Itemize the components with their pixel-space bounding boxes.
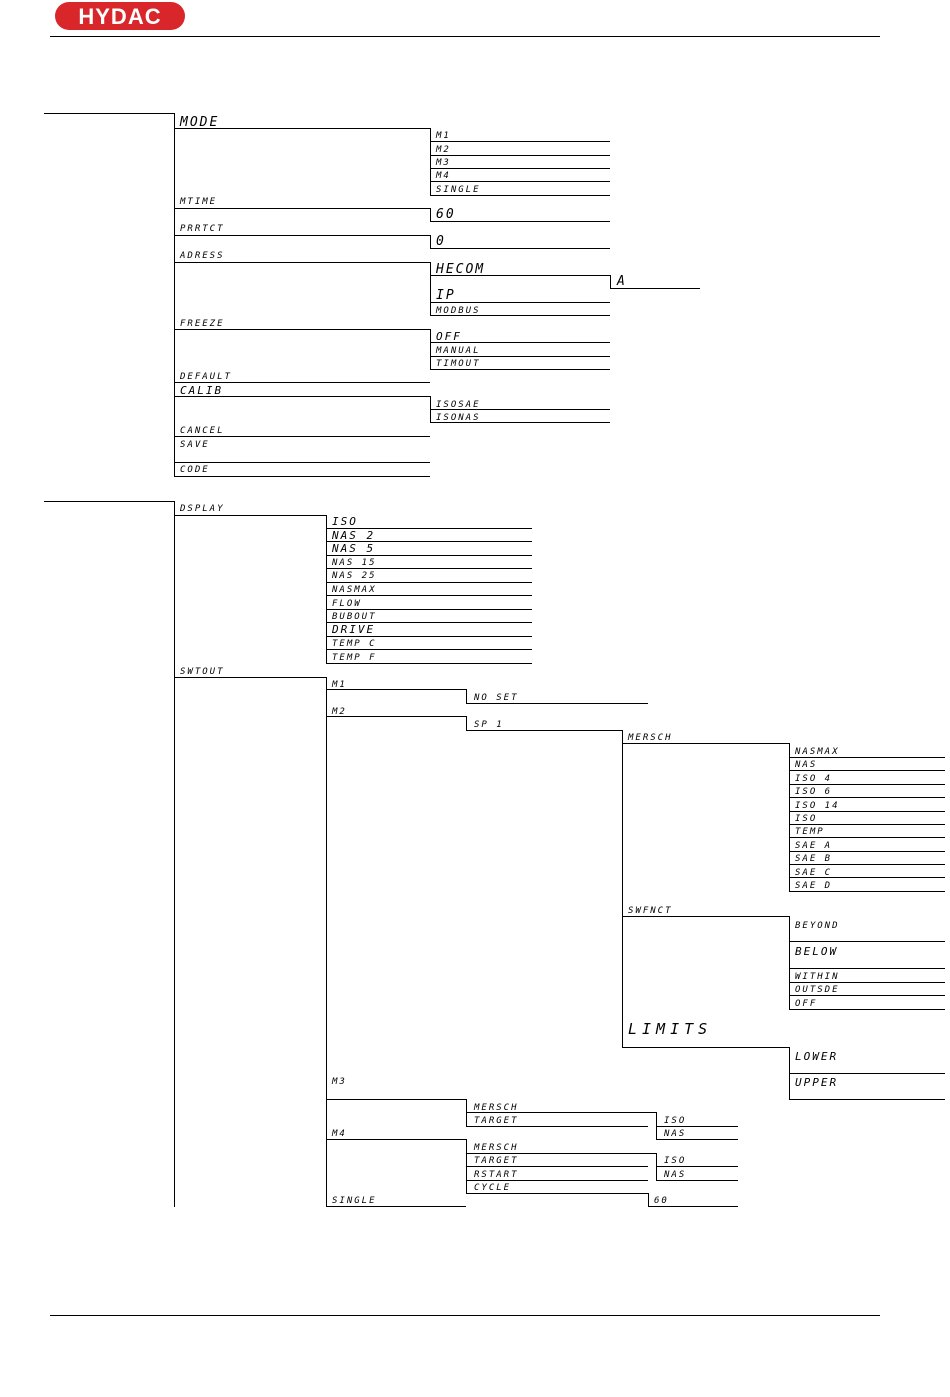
connector <box>326 568 532 569</box>
connector <box>789 982 945 983</box>
connector <box>430 356 610 357</box>
connector <box>430 329 431 369</box>
node-mersch-saeb[interactable]: SAE B <box>795 854 833 864</box>
node-cancel[interactable]: CANCEL <box>180 426 225 436</box>
node-display-nasmax[interactable]: NASMAX <box>332 585 377 595</box>
node-freeze-off[interactable]: OFF <box>436 330 462 343</box>
node-save[interactable]: SAVE <box>180 440 210 450</box>
node-calib-isosae[interactable]: ISOSAE <box>436 400 481 410</box>
node-adress[interactable]: ADRESS <box>180 251 225 261</box>
connector <box>430 168 610 169</box>
node-mersch-saec[interactable]: SAE C <box>795 868 833 878</box>
node-code[interactable]: CODE <box>180 465 210 475</box>
connector <box>789 797 945 798</box>
connector <box>174 262 430 263</box>
connector <box>430 302 610 303</box>
node-mersch-iso[interactable]: ISO <box>795 814 818 824</box>
node-mersch-saea[interactable]: SAE A <box>795 841 833 851</box>
node-swfnct-outsde[interactable]: OUTSDE <box>795 985 840 995</box>
connector <box>622 1047 789 1048</box>
node-mersch-nas[interactable]: NAS <box>795 760 818 770</box>
node-limits-upper[interactable]: UPPER <box>795 1076 839 1089</box>
connector <box>430 342 610 343</box>
header-rule <box>50 36 880 37</box>
node-display-nas2[interactable]: NAS 2 <box>332 529 376 542</box>
connector <box>44 501 174 502</box>
connector <box>789 877 945 878</box>
node-single[interactable]: SINGLE <box>332 1196 377 1206</box>
node-mode-m1[interactable]: M1 <box>436 131 451 141</box>
connector <box>326 1206 466 1207</box>
node-hecom-value[interactable]: A <box>617 274 627 289</box>
connector <box>789 851 945 852</box>
node-m4[interactable]: M4 <box>332 1129 347 1139</box>
node-ip[interactable]: IP <box>436 288 456 303</box>
node-freeze-manual[interactable]: MANUAL <box>436 346 481 356</box>
connector <box>174 329 430 330</box>
node-prtct-value[interactable]: 0 <box>436 234 446 249</box>
connector <box>174 382 430 383</box>
node-display-nas15[interactable]: NAS 15 <box>332 558 377 568</box>
node-m3-target-nas[interactable]: NAS <box>664 1129 687 1139</box>
node-m4-mersch[interactable]: MERSCH <box>474 1143 519 1153</box>
connector <box>430 181 610 182</box>
connector <box>789 743 790 891</box>
node-calib-isonas[interactable]: ISONAS <box>436 413 481 423</box>
node-display-tempc[interactable]: TEMP C <box>332 639 377 649</box>
connector <box>466 1180 648 1181</box>
connector <box>430 208 431 221</box>
connector <box>326 609 532 610</box>
node-mersch-temp[interactable]: TEMP <box>795 827 825 837</box>
node-display-flow[interactable]: FLOW <box>332 599 362 609</box>
footer-rule <box>50 1315 880 1316</box>
brand-text: HYDAC <box>78 4 162 29</box>
connector <box>326 1139 466 1140</box>
node-calib[interactable]: CALIB <box>180 384 224 397</box>
node-mode-m3[interactable]: M3 <box>436 158 451 168</box>
connector <box>430 275 610 276</box>
node-mersch-nasmax[interactable]: NASMAX <box>795 747 840 757</box>
connector <box>430 248 610 249</box>
connector <box>648 1193 649 1206</box>
node-display-tempf[interactable]: TEMP F <box>332 653 377 663</box>
connector <box>430 422 610 423</box>
connector <box>789 995 945 996</box>
connector <box>326 663 532 664</box>
node-m4-target-iso[interactable]: ISO <box>664 1156 687 1166</box>
node-prtct[interactable]: PRRTCT <box>180 224 225 234</box>
connector <box>466 1126 648 1127</box>
connector <box>656 1126 738 1127</box>
connector <box>174 128 430 129</box>
connector <box>622 730 623 1048</box>
connector <box>466 1166 648 1167</box>
connector <box>466 1193 648 1194</box>
connector <box>430 262 431 316</box>
node-m4-rstart[interactable]: RSTART <box>474 1170 519 1180</box>
connector <box>326 689 466 690</box>
node-mode-single[interactable]: SINGLE <box>436 185 481 195</box>
connector <box>789 1099 945 1100</box>
connector <box>789 1009 945 1010</box>
node-m4-target-nas[interactable]: NAS <box>664 1170 687 1180</box>
connector <box>789 968 945 969</box>
connector <box>174 515 326 516</box>
node-display-nas25[interactable]: NAS 25 <box>332 571 377 581</box>
connector <box>430 369 610 370</box>
connector <box>326 716 466 717</box>
node-m4-target[interactable]: TARGET <box>474 1156 519 1166</box>
node-m3-mersch[interactable]: MERSCH <box>474 1103 519 1113</box>
connector <box>789 784 945 785</box>
node-default[interactable]: DEFAULT <box>180 372 232 382</box>
connector <box>430 128 431 196</box>
node-mode[interactable]: MODE <box>180 115 220 130</box>
connector <box>466 730 622 731</box>
connector <box>430 221 610 222</box>
connector <box>430 235 431 248</box>
connector <box>44 113 174 114</box>
connector <box>466 689 467 703</box>
node-m2[interactable]: M2 <box>332 707 347 717</box>
connector <box>326 636 532 637</box>
connector <box>789 941 945 942</box>
node-m3-target-iso[interactable]: ISO <box>664 1116 687 1126</box>
connector <box>174 462 430 463</box>
connector <box>430 195 610 196</box>
node-mersch-saed[interactable]: SAE D <box>795 881 833 891</box>
node-limits-lower[interactable]: LOWER <box>795 1050 839 1063</box>
connector <box>789 811 945 812</box>
connector <box>174 436 430 437</box>
node-swfnct-below[interactable]: BELOW <box>795 945 839 958</box>
connector <box>174 235 430 236</box>
node-swfnct-beyond[interactable]: BEYOND <box>795 921 840 931</box>
connector <box>789 757 945 758</box>
connector <box>174 677 326 678</box>
connector <box>466 716 467 730</box>
connector <box>789 891 945 892</box>
connector <box>326 649 532 650</box>
connector <box>326 1099 466 1100</box>
node-display-bubout[interactable]: BUBOUT <box>332 612 377 622</box>
node-mode-m4[interactable]: M4 <box>436 171 451 181</box>
node-display-drive[interactable]: DRIVE <box>332 623 376 636</box>
connector <box>174 396 430 397</box>
connector <box>326 515 327 663</box>
connector <box>430 155 610 156</box>
connector <box>610 288 700 289</box>
node-sp1[interactable]: SP 1 <box>474 720 504 730</box>
connector <box>648 1206 738 1207</box>
connector <box>326 595 532 596</box>
connector <box>466 1153 656 1154</box>
node-mersch[interactable]: MERSCH <box>628 733 673 743</box>
connector <box>174 501 175 1207</box>
node-limits[interactable]: LIMITS <box>628 1020 713 1038</box>
connector <box>789 864 945 865</box>
connector <box>656 1166 738 1167</box>
node-mersch-iso4[interactable]: ISO 4 <box>795 774 833 784</box>
node-mtime-value[interactable]: 60 <box>436 207 456 222</box>
node-m1-noset[interactable]: NO SET <box>474 693 519 703</box>
connector <box>656 1139 738 1140</box>
node-swfnct-off[interactable]: OFF <box>795 999 818 1009</box>
connector <box>430 141 610 142</box>
node-display-nas5[interactable]: NAS 5 <box>332 542 376 555</box>
connector <box>622 743 789 744</box>
node-modbus[interactable]: MODBUS <box>436 306 481 316</box>
node-m3-target[interactable]: TARGET <box>474 1116 519 1126</box>
connector <box>430 409 610 410</box>
connector <box>789 837 945 838</box>
node-hecom[interactable]: HECOM <box>436 262 486 277</box>
connector <box>789 1073 945 1074</box>
connector <box>326 582 532 583</box>
connector <box>610 275 611 288</box>
node-m4-cycle[interactable]: CYCLE <box>474 1183 512 1193</box>
node-m1[interactable]: M1 <box>332 680 347 690</box>
connector <box>326 677 327 1207</box>
connector <box>789 770 945 771</box>
connector <box>466 703 648 704</box>
connector <box>466 1112 656 1113</box>
connector <box>174 208 430 209</box>
connector <box>656 1180 738 1181</box>
node-mersch-iso6[interactable]: ISO 6 <box>795 787 833 797</box>
node-freeze[interactable]: FREEZE <box>180 319 225 329</box>
connector <box>326 555 532 556</box>
node-display-iso[interactable]: ISO <box>332 515 358 528</box>
node-mersch-iso14[interactable]: ISO 14 <box>795 801 840 811</box>
node-m4-cycle-value[interactable]: 60 <box>654 1196 669 1206</box>
node-display[interactable]: DSPLAY <box>180 504 225 514</box>
node-mode-m2[interactable]: M2 <box>436 145 451 155</box>
connector <box>174 476 430 477</box>
connector <box>622 916 789 917</box>
connector <box>430 315 610 316</box>
node-m3[interactable]: M3 <box>332 1077 347 1087</box>
hydac-logo <box>55 2 185 30</box>
node-mtime[interactable]: MTIME <box>180 197 218 207</box>
connector <box>174 113 175 476</box>
connector <box>789 824 945 825</box>
node-swfnct-within[interactable]: WITHIN <box>795 972 840 982</box>
node-freeze-timout[interactable]: TIMOUT <box>436 359 481 369</box>
node-swout[interactable]: SWTOUT <box>180 667 225 677</box>
node-swfnct[interactable]: SWFNCT <box>628 906 673 916</box>
